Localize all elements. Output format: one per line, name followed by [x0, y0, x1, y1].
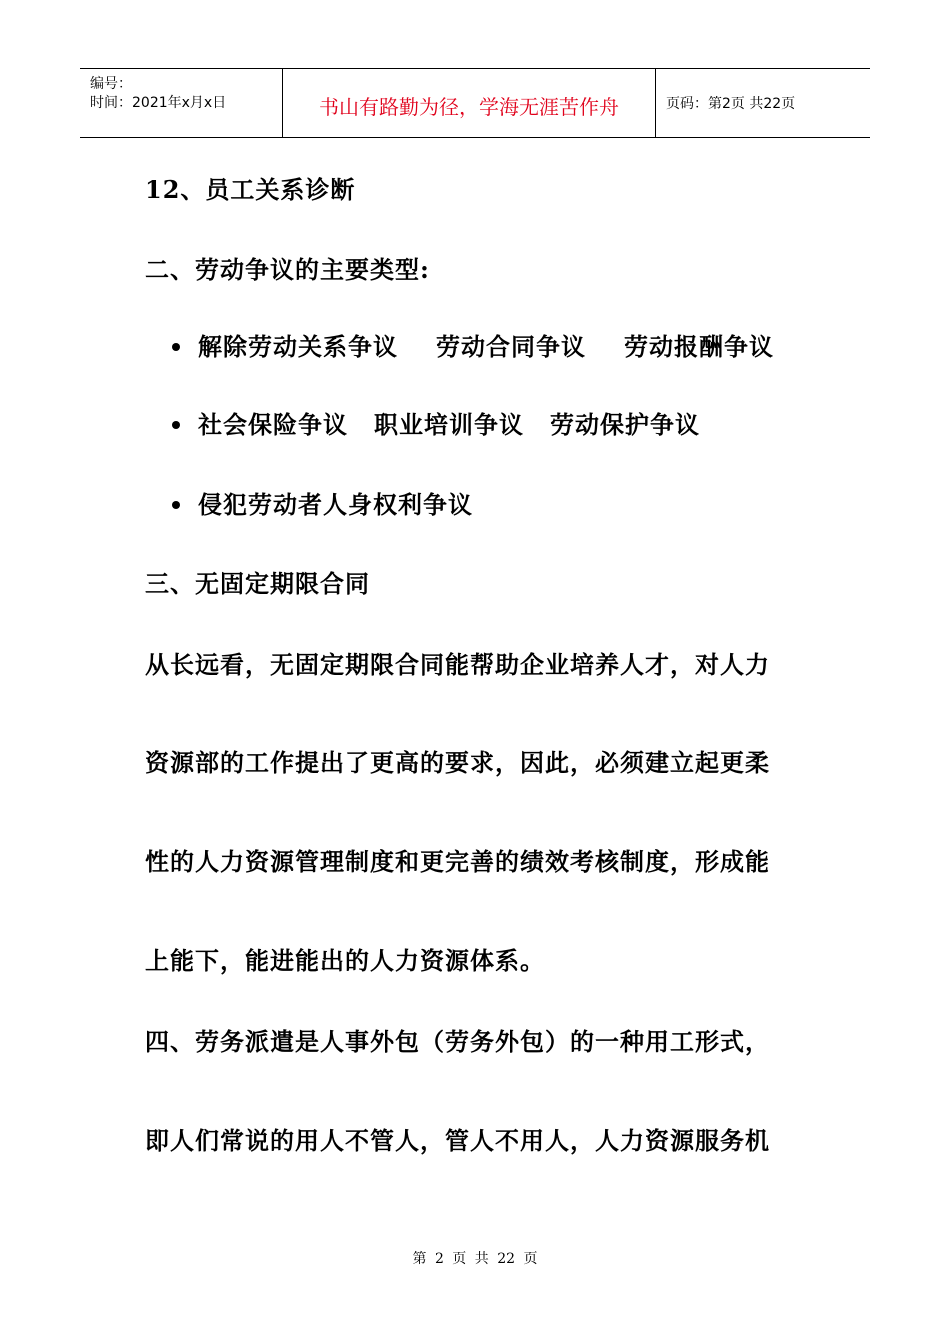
page-footer: 第 2 页 共 22 页	[412, 1251, 538, 1267]
bullet-item: 解除劳动关系争议	[198, 332, 398, 361]
paragraph-4-line: 即人们常说的用人不管人，管人不用人，人力资源服务机	[145, 1126, 770, 1155]
serial-number-label: 编号：	[90, 76, 132, 92]
bullet-row-1	[172, 327, 774, 362]
bullet-dot-icon	[172, 421, 180, 429]
bullet-item: 劳动保护争议	[550, 410, 700, 439]
section-2-title: 二、劳动争议的主要类型:	[145, 255, 430, 284]
document-header	[80, 68, 870, 138]
paragraph-3-line: 从长远看，无固定期限合同能帮助企业培养人才，对人力	[145, 650, 770, 679]
bullet-item: 劳动报酬争议	[624, 332, 774, 361]
paragraph-3-line: 性的人力资源管理制度和更完善的绩效考核制度，形成能	[145, 847, 770, 876]
header-page-cell	[656, 69, 870, 137]
bullet-row-2	[172, 405, 700, 440]
bullet-item: 社会保险争议	[198, 410, 348, 439]
bullet-row-3	[172, 485, 473, 520]
header-page-info: 页码：第2页 共22页	[666, 96, 796, 112]
bullet-item: 侵犯劳动者人身权利争议	[198, 490, 473, 519]
section-3-title: 三、无固定期限合同	[145, 569, 370, 598]
bullet-item: 劳动合同争议	[436, 332, 586, 361]
header-meta-cell	[80, 69, 282, 137]
bullet-dot-icon	[172, 343, 180, 351]
bullet-dot-icon	[172, 501, 180, 509]
paragraph-4-line: 四、劳务派遣是人事外包（劳务外包）的一种用工形式，	[145, 1027, 770, 1056]
header-motto-cell	[282, 69, 656, 137]
bullet-item: 职业培训争议	[374, 410, 524, 439]
item-12-heading: 12、员工关系诊断	[145, 175, 356, 204]
paragraph-3-line: 资源部的工作提出了更高的要求，因此，必须建立起更柔	[145, 748, 770, 777]
paragraph-3-line: 上能下，能进能出的人力资源体系。	[145, 946, 545, 975]
motto-text: 书山有路勤为径，学海无涯苦作舟	[319, 95, 619, 119]
time-label: 时间：2021年x月x日	[90, 95, 227, 111]
